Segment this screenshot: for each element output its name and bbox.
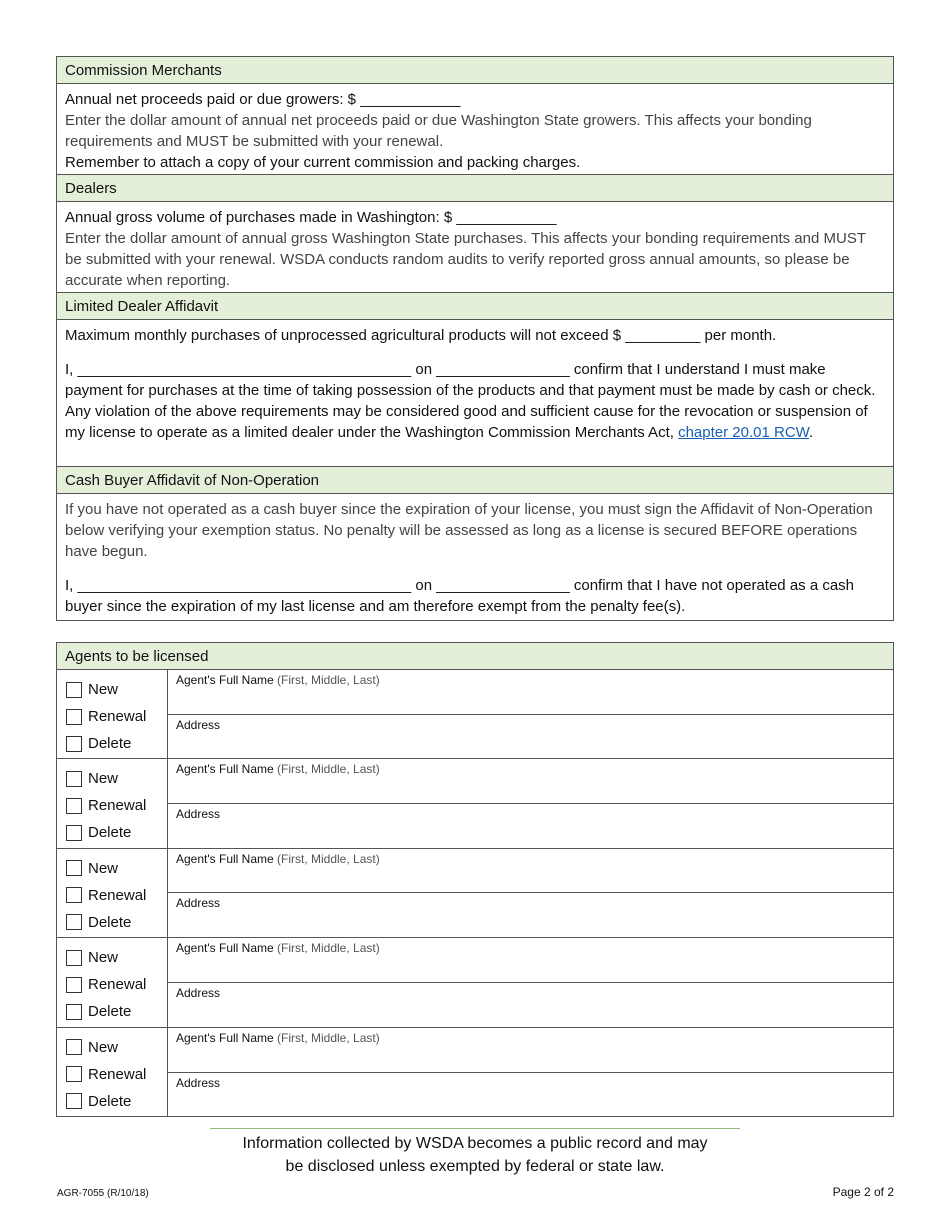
agent-row <box>57 759 893 848</box>
new-label: New <box>88 770 119 788</box>
agent-address-label: Address <box>176 717 221 732</box>
footer-divider <box>210 1128 740 1129</box>
option-new[interactable] <box>66 1034 167 1061</box>
agent-row <box>57 849 893 938</box>
limited-dealer-affidavit <box>65 359 885 443</box>
delete-checkbox[interactable] <box>66 736 82 752</box>
agent-address-label: Address <box>176 1075 221 1090</box>
agent-name-field[interactable] <box>168 759 893 804</box>
delete-label: Delete <box>88 1003 132 1021</box>
delete-label: Delete <box>88 824 132 842</box>
delete-label: Delete <box>88 913 132 931</box>
renewal-checkbox[interactable] <box>66 887 82 903</box>
agent-address-field[interactable] <box>168 715 893 759</box>
agents-header: Agents to be licensed <box>57 643 893 670</box>
agent-fields <box>168 670 893 758</box>
cash-buyer-description: If you have not operated as a cash buyer since the expiration of your license, you must sign the Affidavit of Non-Operation below verifying your exemption status. No penalty will be assessed as long as a license is secured BEFORE operations have begun. <box>65 501 873 560</box>
option-delete[interactable] <box>66 1088 167 1115</box>
net-proceeds-field[interactable]: Annual net proceeds paid or due growers: $ ____________ <box>65 91 461 108</box>
agent-name-hint: (First, Middle, Last) <box>277 762 380 777</box>
option-delete[interactable] <box>66 730 167 757</box>
renewal-label: Renewal <box>88 1065 147 1083</box>
agent-status-options <box>57 670 168 758</box>
agent-name-hint: (First, Middle, Last) <box>277 673 380 687</box>
renewal-checkbox[interactable] <box>66 709 82 725</box>
delete-checkbox[interactable] <box>66 825 82 841</box>
option-delete[interactable] <box>66 909 167 936</box>
cash-buyer-section <box>57 494 893 621</box>
cash-buyer-header: Cash Buyer Affidavit of Non-Operation <box>57 467 893 494</box>
commission-merchants-header: Commission Merchants <box>57 57 893 84</box>
new-label: New <box>88 1038 119 1056</box>
agent-name-label: Agent's Full Name <box>176 851 274 866</box>
limited-affidavit-text[interactable]: I, ________________________________________ on ________________ confirm that I understand I must make payment for purchases at the time of taking possession of the products and that payment must be made by cash or check. Any violation of the above requirements may be considered good and sufficient cause for the revocation or suspension of my license to operate as a limited dealer under the Washington Commission Merchants Act, <box>65 361 876 441</box>
new-checkbox[interactable] <box>66 682 82 698</box>
agent-name-hint: (First, Middle, Last) <box>277 1030 380 1045</box>
rcw-chapter-link[interactable]: chapter 20.01 RCW <box>678 424 809 441</box>
delete-label: Delete <box>88 735 132 752</box>
renewal-checkbox[interactable] <box>66 798 82 814</box>
notice-line-2: be disclosed unless exempted by federal or state law. <box>285 1158 665 1175</box>
page-number: Page 2 of 2 <box>832 1185 894 1199</box>
net-proceeds-description: Enter the dollar amount of annual net proceeds paid or due Washington State growers. This affects your bonding requirements and MUST be submitted with your renewal. <box>65 112 812 150</box>
renewal-label: Renewal <box>88 886 147 904</box>
public-record-notice <box>200 1132 750 1178</box>
agent-address-field[interactable] <box>168 1073 893 1117</box>
renewal-label: Renewal <box>88 708 147 725</box>
agent-name-field[interactable] <box>168 849 893 894</box>
new-label: New <box>88 681 119 698</box>
limited-dealer-header: Limited Dealer Affidavit <box>57 293 893 320</box>
agent-name-label: Agent's Full Name <box>176 941 274 956</box>
commission-reminder: Remember to attach a copy of your current commission and packing charges. <box>65 154 581 171</box>
dealers-section <box>57 202 893 293</box>
commission-merchants-section <box>57 84 893 175</box>
option-renewal[interactable] <box>66 792 167 819</box>
new-checkbox[interactable] <box>66 950 82 966</box>
agent-address-field[interactable] <box>168 893 893 937</box>
option-renewal[interactable] <box>66 1061 167 1088</box>
form-id: AGR-7055 (R/10/18) <box>57 1188 149 1199</box>
agent-fields <box>168 759 893 847</box>
agent-row <box>57 1028 893 1117</box>
agent-address-field[interactable] <box>168 804 893 848</box>
delete-label: Delete <box>88 1092 132 1110</box>
agent-status-options <box>57 1028 168 1117</box>
agent-fields <box>168 1028 893 1117</box>
new-checkbox[interactable] <box>66 860 82 876</box>
option-new[interactable] <box>66 855 167 882</box>
agent-name-field[interactable] <box>168 1028 893 1073</box>
delete-checkbox[interactable] <box>66 1004 82 1020</box>
agent-address-field[interactable] <box>168 983 893 1027</box>
agent-rows <box>57 670 893 1117</box>
agents-box <box>56 642 894 1117</box>
option-delete[interactable] <box>66 819 167 846</box>
new-checkbox[interactable] <box>66 1039 82 1055</box>
cash-buyer-affidavit[interactable]: I, ________________________________________ on ________________ confirm that I have not operated as a cash buyer since the expiration of my last license and am therefore exempt from the penalty fee(s). <box>65 577 855 615</box>
max-monthly-purchases-field[interactable]: Maximum monthly purchases of unprocessed agricultural products will not exceed $ _________ per month. <box>65 327 777 344</box>
renewal-checkbox[interactable] <box>66 1066 82 1082</box>
delete-checkbox[interactable] <box>66 1093 82 1109</box>
new-label: New <box>88 949 119 967</box>
agent-row <box>57 938 893 1027</box>
option-delete[interactable] <box>66 998 167 1025</box>
agent-fields <box>168 849 893 937</box>
agent-name-hint: (First, Middle, Last) <box>277 851 380 866</box>
new-checkbox[interactable] <box>66 771 82 787</box>
agent-status-options <box>57 938 168 1026</box>
option-renewal[interactable] <box>66 882 167 909</box>
agent-address-label: Address <box>176 807 221 822</box>
agent-fields <box>168 938 893 1026</box>
option-new[interactable] <box>66 944 167 971</box>
option-new[interactable] <box>66 676 167 703</box>
renewal-label: Renewal <box>88 976 147 994</box>
option-new[interactable] <box>66 765 167 792</box>
agent-name-field[interactable] <box>168 670 893 715</box>
option-renewal[interactable] <box>66 971 167 998</box>
limited-dealer-section <box>57 320 893 467</box>
renewal-checkbox[interactable] <box>66 977 82 993</box>
agent-name-label: Agent's Full Name <box>176 762 274 777</box>
gross-volume-field[interactable]: Annual gross volume of purchases made in Washington: $ ____________ <box>65 209 557 226</box>
agent-name-label: Agent's Full Name <box>176 1030 274 1045</box>
notice-line-1: Information collected by WSDA becomes a public record and may <box>242 1135 708 1152</box>
agent-name-field[interactable] <box>168 938 893 983</box>
renewal-label: Renewal <box>88 797 147 815</box>
limited-affidavit-end: . <box>808 424 814 441</box>
agent-status-options <box>57 759 168 847</box>
agent-status-options <box>57 849 168 937</box>
agent-name-label: Agent's Full Name <box>176 673 274 687</box>
license-sections-box <box>56 56 894 621</box>
agent-address-label: Address <box>176 896 221 911</box>
agent-row <box>57 670 893 759</box>
dealers-header: Dealers <box>57 175 893 202</box>
new-label: New <box>88 859 119 877</box>
option-renewal[interactable] <box>66 703 167 730</box>
agent-address-label: Address <box>176 985 221 1000</box>
agent-name-hint: (First, Middle, Last) <box>277 941 380 956</box>
delete-checkbox[interactable] <box>66 914 82 930</box>
gross-volume-description: Enter the dollar amount of annual gross Washington State purchases. This affects your bonding requirements and MUST be submitted with your renewal. WSDA conducts random audits to verify reported gross annual amounts, so please be accurate when reporting. <box>65 230 866 289</box>
